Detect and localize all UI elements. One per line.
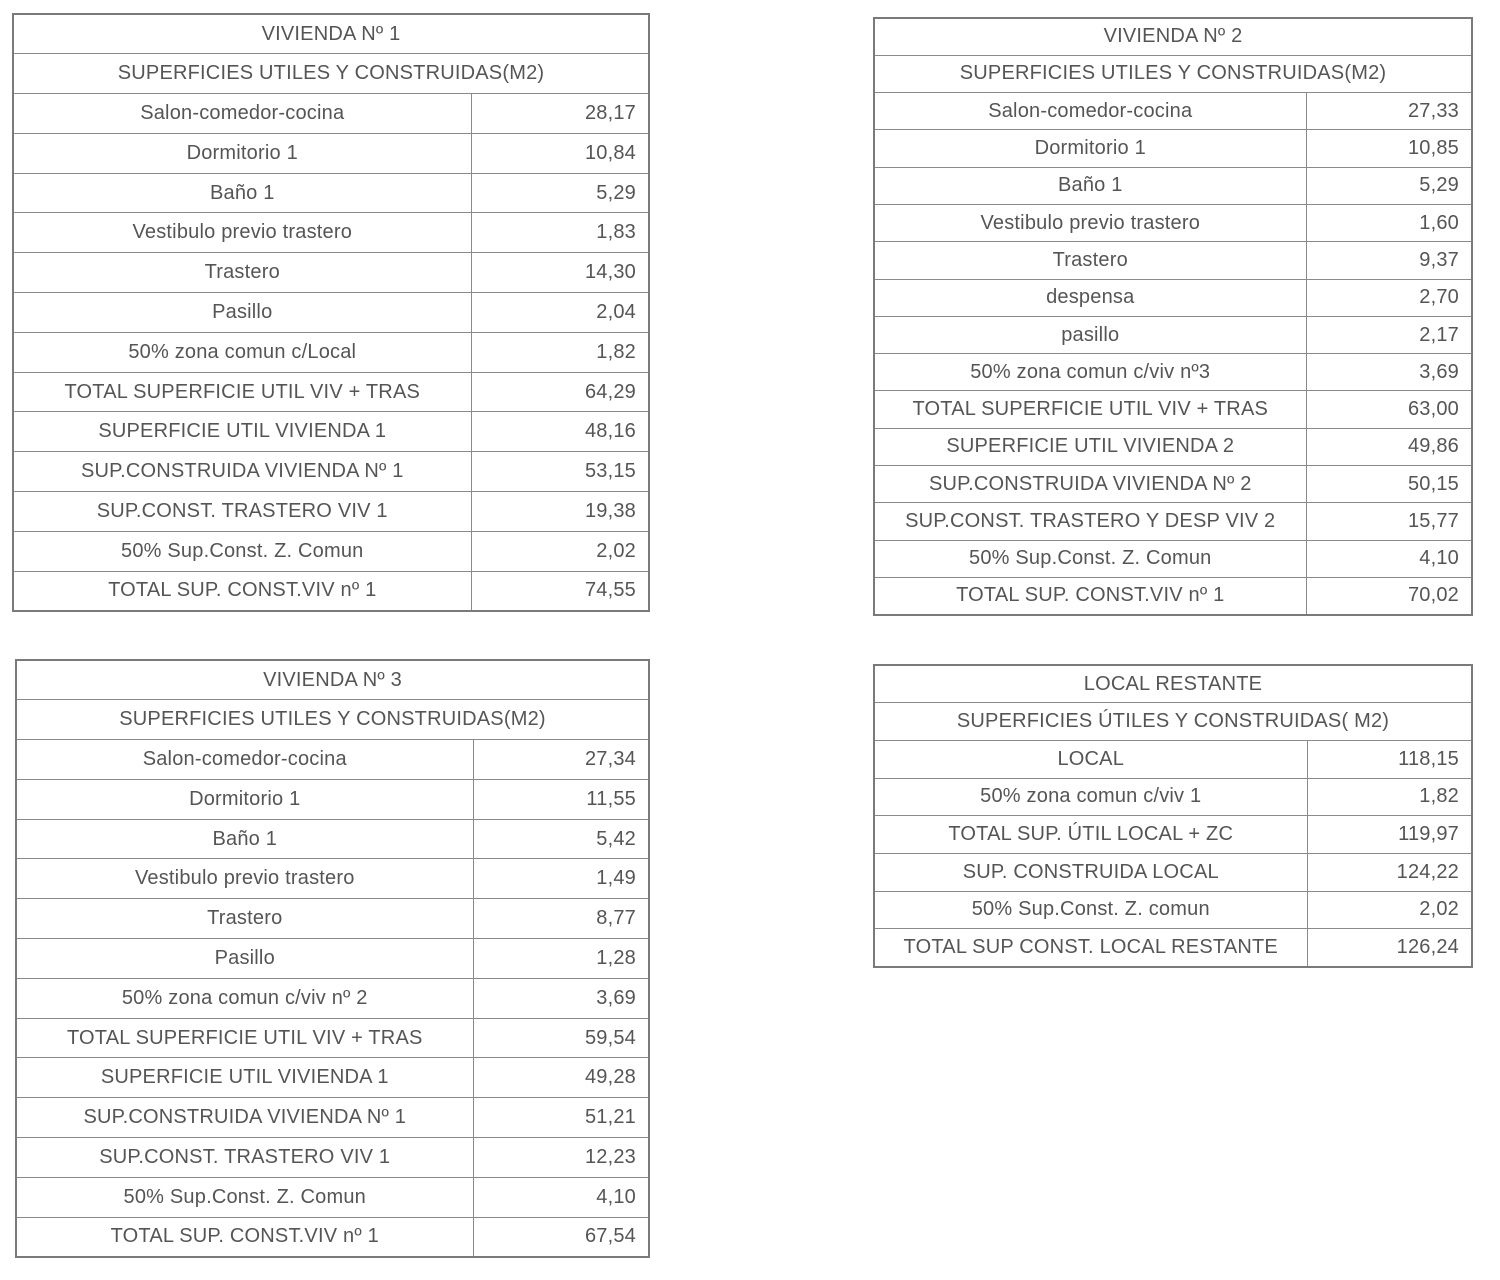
- table-row: [13, 531, 649, 571]
- row-value: 4,10: [473, 1177, 649, 1217]
- row-label: Salon-comedor-cocina: [874, 93, 1306, 130]
- row-value: 70,02: [1306, 577, 1472, 614]
- row-value: 3,69: [473, 978, 649, 1018]
- table-row: [16, 1217, 649, 1257]
- row-value: 1,60: [1306, 204, 1472, 241]
- row-value: 1,82: [471, 332, 649, 372]
- row-value: 64,29: [471, 372, 649, 412]
- table-subtitle: SUPERFICIES UTILES Y CONSTRUIDAS(M2): [16, 700, 649, 740]
- table-row: [16, 779, 649, 819]
- table-row: [13, 332, 649, 372]
- table-row: [874, 929, 1472, 967]
- local-restante-table: [873, 664, 1473, 968]
- row-label: Vestibulo previo trastero: [874, 204, 1306, 241]
- row-label: SUP.CONSTRUIDA VIVIENDA Nº 2: [874, 466, 1306, 503]
- row-value: 11,55: [473, 779, 649, 819]
- row-label: TOTAL SUP. CONST.VIV nº 1: [16, 1217, 473, 1257]
- table-title-row: [13, 14, 649, 54]
- row-label: LOCAL: [874, 740, 1307, 778]
- table-row: [16, 819, 649, 859]
- table-title: VIVIENDA Nº 2: [874, 18, 1472, 55]
- row-value: 118,15: [1307, 740, 1472, 778]
- row-value: 119,97: [1307, 816, 1472, 854]
- table-title-row: [16, 660, 649, 700]
- table-row: [874, 130, 1472, 167]
- table-row: [874, 466, 1472, 503]
- row-value: 74,55: [471, 571, 649, 611]
- row-value: 4,10: [1306, 540, 1472, 577]
- table-row: [874, 428, 1472, 465]
- table-row: [13, 412, 649, 452]
- row-value: 2,70: [1306, 279, 1472, 316]
- row-label: SUP.CONST. TRASTERO VIV 1: [13, 492, 471, 532]
- row-label: Trastero: [16, 899, 473, 939]
- row-label: Pasillo: [16, 939, 473, 979]
- table-subtitle: SUPERFICIES UTILES Y CONSTRUIDAS(M2): [874, 55, 1472, 92]
- row-label: 50% zona comun c/viv 1: [874, 778, 1307, 816]
- row-label: 50% Sup.Const. Z. Comun: [16, 1177, 473, 1217]
- row-label: Baño 1: [13, 173, 471, 213]
- table-row: [13, 94, 649, 134]
- row-label: SUP.CONST. TRASTERO VIV 1: [16, 1138, 473, 1178]
- row-value: 2,02: [471, 531, 649, 571]
- row-value: 5,42: [473, 819, 649, 859]
- row-label: SUP.CONSTRUIDA VIVIENDA Nº 1: [13, 452, 471, 492]
- row-value: 28,17: [471, 94, 649, 134]
- table-row: [13, 293, 649, 333]
- table-row: [13, 173, 649, 213]
- row-label: Dormitorio 1: [16, 779, 473, 819]
- row-value: 63,00: [1306, 391, 1472, 428]
- table-row: [16, 740, 649, 780]
- table-row: [874, 816, 1472, 854]
- table-row: [13, 452, 649, 492]
- row-label: 50% Sup.Const. Z. Comun: [13, 531, 471, 571]
- row-value: 50,15: [1306, 466, 1472, 503]
- row-value: 27,33: [1306, 93, 1472, 130]
- table-row: [874, 540, 1472, 577]
- row-value: 14,30: [471, 253, 649, 293]
- row-value: 2,02: [1307, 891, 1472, 929]
- table-row: [16, 1058, 649, 1098]
- table-subtitle-row: [874, 703, 1472, 741]
- table-row: [16, 978, 649, 1018]
- row-label: Dormitorio 1: [874, 130, 1306, 167]
- table-title: VIVIENDA Nº 1: [13, 14, 649, 54]
- row-label: TOTAL SUP. CONST.VIV nº 1: [874, 577, 1306, 614]
- table-row: [874, 778, 1472, 816]
- table-row: [874, 204, 1472, 241]
- row-value: 1,28: [473, 939, 649, 979]
- table-title: LOCAL RESTANTE: [874, 665, 1472, 703]
- row-label: TOTAL SUPERFICIE UTIL VIV + TRAS: [874, 391, 1306, 428]
- table-title-row: [874, 18, 1472, 55]
- row-label: Trastero: [13, 253, 471, 293]
- table-row: [13, 253, 649, 293]
- row-value: 2,04: [471, 293, 649, 333]
- row-value: 19,38: [471, 492, 649, 532]
- row-label: SUPERFICIE UTIL VIVIENDA 1: [13, 412, 471, 452]
- row-label: pasillo: [874, 316, 1306, 353]
- row-value: 15,77: [1306, 503, 1472, 540]
- table-row: [16, 939, 649, 979]
- table-row: [13, 213, 649, 253]
- row-label: 50% Sup.Const. Z. comun: [874, 891, 1307, 929]
- table-row: [874, 167, 1472, 204]
- table-row: [874, 740, 1472, 778]
- table-row: [13, 133, 649, 173]
- row-value: 49,28: [473, 1058, 649, 1098]
- row-label: 50% zona comun c/viv nº3: [874, 354, 1306, 391]
- table-row: [16, 859, 649, 899]
- table-subtitle: SUPERFICIES ÚTILES Y CONSTRUIDAS( M2): [874, 703, 1472, 741]
- row-label: Salon-comedor-cocina: [13, 94, 471, 134]
- table-row: [13, 571, 649, 611]
- row-label: SUPERFICIE UTIL VIVIENDA 1: [16, 1058, 473, 1098]
- row-label: Dormitorio 1: [13, 133, 471, 173]
- row-value: 49,86: [1306, 428, 1472, 465]
- row-label: Baño 1: [874, 167, 1306, 204]
- row-label: Vestibulo previo trastero: [16, 859, 473, 899]
- row-label: Baño 1: [16, 819, 473, 859]
- table-row: [874, 891, 1472, 929]
- row-value: 67,54: [473, 1217, 649, 1257]
- table-row: [16, 1177, 649, 1217]
- table-row: [16, 1098, 649, 1138]
- row-label: TOTAL SUPERFICIE UTIL VIV + TRAS: [13, 372, 471, 412]
- vivienda-1-table: [12, 13, 650, 612]
- table-row: [874, 853, 1472, 891]
- row-label: SUP.CONSTRUIDA VIVIENDA Nº 1: [16, 1098, 473, 1138]
- table-row: [16, 899, 649, 939]
- table-row: [874, 316, 1472, 353]
- row-value: 124,22: [1307, 853, 1472, 891]
- row-value: 2,17: [1306, 316, 1472, 353]
- row-value: 10,85: [1306, 130, 1472, 167]
- row-value: 53,15: [471, 452, 649, 492]
- row-value: 51,21: [473, 1098, 649, 1138]
- table-row: [874, 279, 1472, 316]
- row-label: Trastero: [874, 242, 1306, 279]
- row-label: 50% Sup.Const. Z. Comun: [874, 540, 1306, 577]
- row-label: Salon-comedor-cocina: [16, 740, 473, 780]
- table-row: [874, 577, 1472, 614]
- table-row: [874, 503, 1472, 540]
- table-title: VIVIENDA Nº 3: [16, 660, 649, 700]
- vivienda-3-table: [15, 659, 650, 1258]
- table-subtitle-row: [874, 55, 1472, 92]
- table-title-row: [874, 665, 1472, 703]
- row-label: TOTAL SUPERFICIE UTIL VIV + TRAS: [16, 1018, 473, 1058]
- row-label: TOTAL SUP CONST. LOCAL RESTANTE: [874, 929, 1307, 967]
- row-value: 5,29: [471, 173, 649, 213]
- vivienda-2-table: [873, 17, 1473, 616]
- row-label: TOTAL SUP. CONST.VIV nº 1: [13, 571, 471, 611]
- row-label: 50% zona comun c/viv nº 2: [16, 978, 473, 1018]
- table-row: [13, 492, 649, 532]
- row-value: 1,83: [471, 213, 649, 253]
- table-row: [874, 93, 1472, 130]
- row-value: 3,69: [1306, 354, 1472, 391]
- table-row: [13, 372, 649, 412]
- row-label: 50% zona comun c/Local: [13, 332, 471, 372]
- row-label: despensa: [874, 279, 1306, 316]
- table-row: [874, 354, 1472, 391]
- row-value: 8,77: [473, 899, 649, 939]
- row-value: 5,29: [1306, 167, 1472, 204]
- table-subtitle: SUPERFICIES UTILES Y CONSTRUIDAS(M2): [13, 54, 649, 94]
- row-value: 9,37: [1306, 242, 1472, 279]
- table-row: [874, 242, 1472, 279]
- row-value: 1,49: [473, 859, 649, 899]
- row-label: Pasillo: [13, 293, 471, 333]
- row-label: SUPERFICIE UTIL VIVIENDA 2: [874, 428, 1306, 465]
- table-row: [16, 1138, 649, 1178]
- row-label: TOTAL SUP. ÚTIL LOCAL + ZC: [874, 816, 1307, 854]
- row-value: 126,24: [1307, 929, 1472, 967]
- row-value: 27,34: [473, 740, 649, 780]
- table-subtitle-row: [13, 54, 649, 94]
- row-label: SUP.CONST. TRASTERO Y DESP VIV 2: [874, 503, 1306, 540]
- row-value: 48,16: [471, 412, 649, 452]
- table-row: [16, 1018, 649, 1058]
- row-value: 59,54: [473, 1018, 649, 1058]
- row-value: 12,23: [473, 1138, 649, 1178]
- row-label: Vestibulo previo trastero: [13, 213, 471, 253]
- row-value: 1,82: [1307, 778, 1472, 816]
- row-value: 10,84: [471, 133, 649, 173]
- table-row: [874, 391, 1472, 428]
- row-label: SUP. CONSTRUIDA LOCAL: [874, 853, 1307, 891]
- table-subtitle-row: [16, 700, 649, 740]
